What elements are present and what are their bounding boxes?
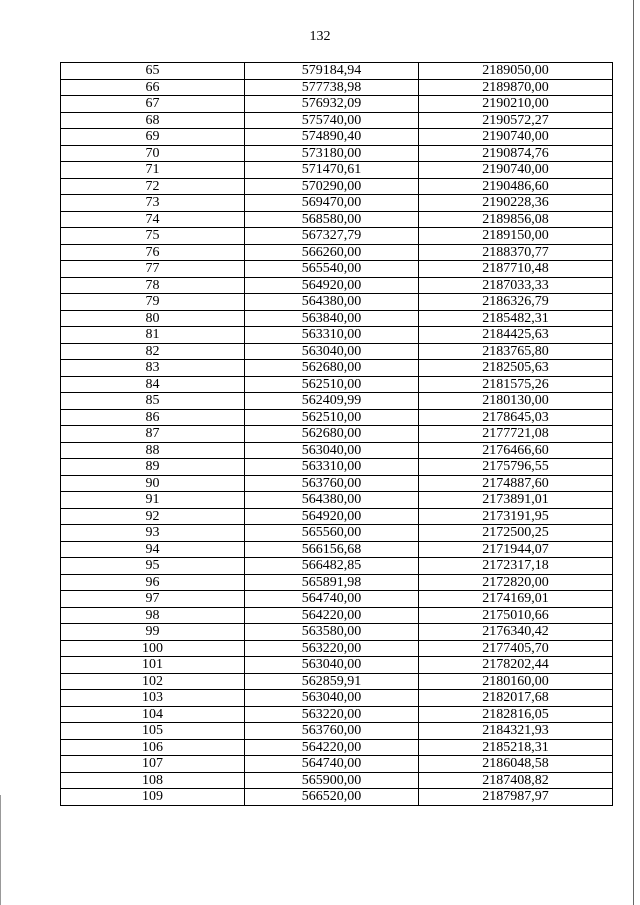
y-coordinate-cell: 2172317,18 xyxy=(419,558,613,575)
y-coordinate-cell: 2186326,79 xyxy=(419,294,613,311)
x-coordinate-cell: 577738,98 xyxy=(245,79,419,96)
point-number-cell: 71 xyxy=(61,162,245,179)
table-row xyxy=(61,541,613,558)
table-row xyxy=(61,63,613,80)
table-row xyxy=(61,277,613,294)
y-coordinate-cell: 2172820,00 xyxy=(419,574,613,591)
x-coordinate-cell: 563760,00 xyxy=(245,475,419,492)
point-number-cell: 99 xyxy=(61,624,245,641)
table-row xyxy=(61,690,613,707)
table-row xyxy=(61,343,613,360)
y-coordinate-cell: 2186048,58 xyxy=(419,756,613,773)
point-number-cell: 105 xyxy=(61,723,245,740)
point-number-cell: 77 xyxy=(61,261,245,278)
x-coordinate-cell: 562680,00 xyxy=(245,360,419,377)
y-coordinate-cell: 2187408,82 xyxy=(419,772,613,789)
point-number-cell: 74 xyxy=(61,211,245,228)
point-number-cell: 102 xyxy=(61,673,245,690)
x-coordinate-cell: 576932,09 xyxy=(245,96,419,113)
y-coordinate-cell: 2185218,31 xyxy=(419,739,613,756)
point-number-cell: 86 xyxy=(61,409,245,426)
y-coordinate-cell: 2173891,01 xyxy=(419,492,613,509)
point-number-cell: 94 xyxy=(61,541,245,558)
point-number-cell: 92 xyxy=(61,508,245,525)
table-row xyxy=(61,195,613,212)
table-row xyxy=(61,79,613,96)
y-coordinate-cell: 2178645,03 xyxy=(419,409,613,426)
point-number-cell: 84 xyxy=(61,376,245,393)
table-row xyxy=(61,723,613,740)
point-number-cell: 85 xyxy=(61,393,245,410)
x-coordinate-cell: 562510,00 xyxy=(245,409,419,426)
x-coordinate-cell: 563310,00 xyxy=(245,327,419,344)
page-edge-left xyxy=(0,795,1,905)
y-coordinate-cell: 2180160,00 xyxy=(419,673,613,690)
y-coordinate-cell: 2177405,70 xyxy=(419,640,613,657)
x-coordinate-cell: 564920,00 xyxy=(245,508,419,525)
point-number-cell: 97 xyxy=(61,591,245,608)
y-coordinate-cell: 2189870,00 xyxy=(419,79,613,96)
x-coordinate-cell: 575740,00 xyxy=(245,112,419,129)
x-coordinate-cell: 566156,68 xyxy=(245,541,419,558)
table-row xyxy=(61,112,613,129)
point-number-cell: 67 xyxy=(61,96,245,113)
x-coordinate-cell: 563040,00 xyxy=(245,442,419,459)
x-coordinate-cell: 564740,00 xyxy=(245,591,419,608)
table-row xyxy=(61,673,613,690)
table-row xyxy=(61,558,613,575)
point-number-cell: 107 xyxy=(61,756,245,773)
x-coordinate-cell: 563040,00 xyxy=(245,657,419,674)
x-coordinate-cell: 564380,00 xyxy=(245,492,419,509)
point-number-cell: 108 xyxy=(61,772,245,789)
x-coordinate-cell: 565900,00 xyxy=(245,772,419,789)
x-coordinate-cell: 566482,85 xyxy=(245,558,419,575)
table-row xyxy=(61,409,613,426)
x-coordinate-cell: 562859,91 xyxy=(245,673,419,690)
x-coordinate-cell: 569470,00 xyxy=(245,195,419,212)
x-coordinate-cell: 573180,00 xyxy=(245,145,419,162)
x-coordinate-cell: 563580,00 xyxy=(245,624,419,641)
point-number-cell: 79 xyxy=(61,294,245,311)
point-number-cell: 87 xyxy=(61,426,245,443)
table-row xyxy=(61,162,613,179)
table-row xyxy=(61,525,613,542)
point-number-cell: 75 xyxy=(61,228,245,245)
point-number-cell: 73 xyxy=(61,195,245,212)
y-coordinate-cell: 2189856,08 xyxy=(419,211,613,228)
y-coordinate-cell: 2181575,26 xyxy=(419,376,613,393)
x-coordinate-cell: 567327,79 xyxy=(245,228,419,245)
point-number-cell: 100 xyxy=(61,640,245,657)
table-row xyxy=(61,739,613,756)
table-row xyxy=(61,261,613,278)
table-row xyxy=(61,706,613,723)
x-coordinate-cell: 568580,00 xyxy=(245,211,419,228)
page-number: 132 xyxy=(309,29,331,44)
table-row xyxy=(61,574,613,591)
y-coordinate-cell: 2182017,68 xyxy=(419,690,613,707)
point-number-cell: 68 xyxy=(61,112,245,129)
y-coordinate-cell: 2176466,60 xyxy=(419,442,613,459)
point-number-cell: 88 xyxy=(61,442,245,459)
table-row xyxy=(61,640,613,657)
table-row xyxy=(61,96,613,113)
x-coordinate-cell: 565891,98 xyxy=(245,574,419,591)
point-number-cell: 78 xyxy=(61,277,245,294)
y-coordinate-cell: 2173191,95 xyxy=(419,508,613,525)
x-coordinate-cell: 566520,00 xyxy=(245,789,419,806)
table-row xyxy=(61,442,613,459)
x-coordinate-cell: 562680,00 xyxy=(245,426,419,443)
table-row xyxy=(61,591,613,608)
point-number-cell: 104 xyxy=(61,706,245,723)
point-number-cell: 65 xyxy=(61,63,245,80)
y-coordinate-cell: 2184425,63 xyxy=(419,327,613,344)
page-edge-right xyxy=(633,0,634,905)
point-number-cell: 69 xyxy=(61,129,245,146)
table-row xyxy=(61,211,613,228)
y-coordinate-cell: 2182816,05 xyxy=(419,706,613,723)
y-coordinate-cell: 2187033,33 xyxy=(419,277,613,294)
point-number-cell: 70 xyxy=(61,145,245,162)
x-coordinate-cell: 566260,00 xyxy=(245,244,419,261)
x-coordinate-cell: 570290,00 xyxy=(245,178,419,195)
point-number-cell: 72 xyxy=(61,178,245,195)
table-row xyxy=(61,772,613,789)
point-number-cell: 93 xyxy=(61,525,245,542)
coordinates-table xyxy=(60,62,613,806)
y-coordinate-cell: 2190572,27 xyxy=(419,112,613,129)
y-coordinate-cell: 2175796,55 xyxy=(419,459,613,476)
table-row xyxy=(61,492,613,509)
y-coordinate-cell: 2190874,76 xyxy=(419,145,613,162)
y-coordinate-cell: 2174887,60 xyxy=(419,475,613,492)
table-row xyxy=(61,244,613,261)
y-coordinate-cell: 2180130,00 xyxy=(419,393,613,410)
x-coordinate-cell: 563040,00 xyxy=(245,690,419,707)
y-coordinate-cell: 2187710,48 xyxy=(419,261,613,278)
y-coordinate-cell: 2189050,00 xyxy=(419,63,613,80)
y-coordinate-cell: 2178202,44 xyxy=(419,657,613,674)
table-row xyxy=(61,624,613,641)
x-coordinate-cell: 579184,94 xyxy=(245,63,419,80)
y-coordinate-cell: 2175010,66 xyxy=(419,607,613,624)
x-coordinate-cell: 564920,00 xyxy=(245,277,419,294)
x-coordinate-cell: 563840,00 xyxy=(245,310,419,327)
point-number-cell: 101 xyxy=(61,657,245,674)
x-coordinate-cell: 563220,00 xyxy=(245,706,419,723)
point-number-cell: 106 xyxy=(61,739,245,756)
table-row xyxy=(61,607,613,624)
point-number-cell: 109 xyxy=(61,789,245,806)
point-number-cell: 103 xyxy=(61,690,245,707)
point-number-cell: 95 xyxy=(61,558,245,575)
x-coordinate-cell: 563220,00 xyxy=(245,640,419,657)
y-coordinate-cell: 2190740,00 xyxy=(419,129,613,146)
y-coordinate-cell: 2172500,25 xyxy=(419,525,613,542)
table-row xyxy=(61,789,613,806)
point-number-cell: 91 xyxy=(61,492,245,509)
table-row xyxy=(61,327,613,344)
y-coordinate-cell: 2177721,08 xyxy=(419,426,613,443)
point-number-cell: 98 xyxy=(61,607,245,624)
y-coordinate-cell: 2185482,31 xyxy=(419,310,613,327)
table-row xyxy=(61,426,613,443)
y-coordinate-cell: 2182505,63 xyxy=(419,360,613,377)
table-row xyxy=(61,475,613,492)
table-row xyxy=(61,756,613,773)
coordinates-table-body xyxy=(61,63,613,806)
table-row xyxy=(61,228,613,245)
point-number-cell: 76 xyxy=(61,244,245,261)
point-number-cell: 81 xyxy=(61,327,245,344)
x-coordinate-cell: 564740,00 xyxy=(245,756,419,773)
point-number-cell: 90 xyxy=(61,475,245,492)
x-coordinate-cell: 571470,61 xyxy=(245,162,419,179)
table-row xyxy=(61,310,613,327)
x-coordinate-cell: 565540,00 xyxy=(245,261,419,278)
x-coordinate-cell: 564380,00 xyxy=(245,294,419,311)
y-coordinate-cell: 2190210,00 xyxy=(419,96,613,113)
y-coordinate-cell: 2190486,60 xyxy=(419,178,613,195)
table-row xyxy=(61,294,613,311)
y-coordinate-cell: 2171944,07 xyxy=(419,541,613,558)
x-coordinate-cell: 564220,00 xyxy=(245,739,419,756)
x-coordinate-cell: 565560,00 xyxy=(245,525,419,542)
x-coordinate-cell: 563760,00 xyxy=(245,723,419,740)
y-coordinate-cell: 2189150,00 xyxy=(419,228,613,245)
y-coordinate-cell: 2187987,97 xyxy=(419,789,613,806)
y-coordinate-cell: 2190228,36 xyxy=(419,195,613,212)
table-row xyxy=(61,376,613,393)
x-coordinate-cell: 564220,00 xyxy=(245,607,419,624)
x-coordinate-cell: 562510,00 xyxy=(245,376,419,393)
point-number-cell: 80 xyxy=(61,310,245,327)
y-coordinate-cell: 2188370,77 xyxy=(419,244,613,261)
point-number-cell: 96 xyxy=(61,574,245,591)
y-coordinate-cell: 2184321,93 xyxy=(419,723,613,740)
point-number-cell: 83 xyxy=(61,360,245,377)
y-coordinate-cell: 2183765,80 xyxy=(419,343,613,360)
table-row xyxy=(61,393,613,410)
y-coordinate-cell: 2176340,42 xyxy=(419,624,613,641)
y-coordinate-cell: 2190740,00 xyxy=(419,162,613,179)
table-row xyxy=(61,129,613,146)
x-coordinate-cell: 574890,40 xyxy=(245,129,419,146)
point-number-cell: 66 xyxy=(61,79,245,96)
table-row xyxy=(61,145,613,162)
point-number-cell: 82 xyxy=(61,343,245,360)
table-row xyxy=(61,508,613,525)
y-coordinate-cell: 2174169,01 xyxy=(419,591,613,608)
table-row xyxy=(61,657,613,674)
x-coordinate-cell: 562409,99 xyxy=(245,393,419,410)
table-row xyxy=(61,178,613,195)
table-row xyxy=(61,360,613,377)
x-coordinate-cell: 563310,00 xyxy=(245,459,419,476)
point-number-cell: 89 xyxy=(61,459,245,476)
table-row xyxy=(61,459,613,476)
x-coordinate-cell: 563040,00 xyxy=(245,343,419,360)
